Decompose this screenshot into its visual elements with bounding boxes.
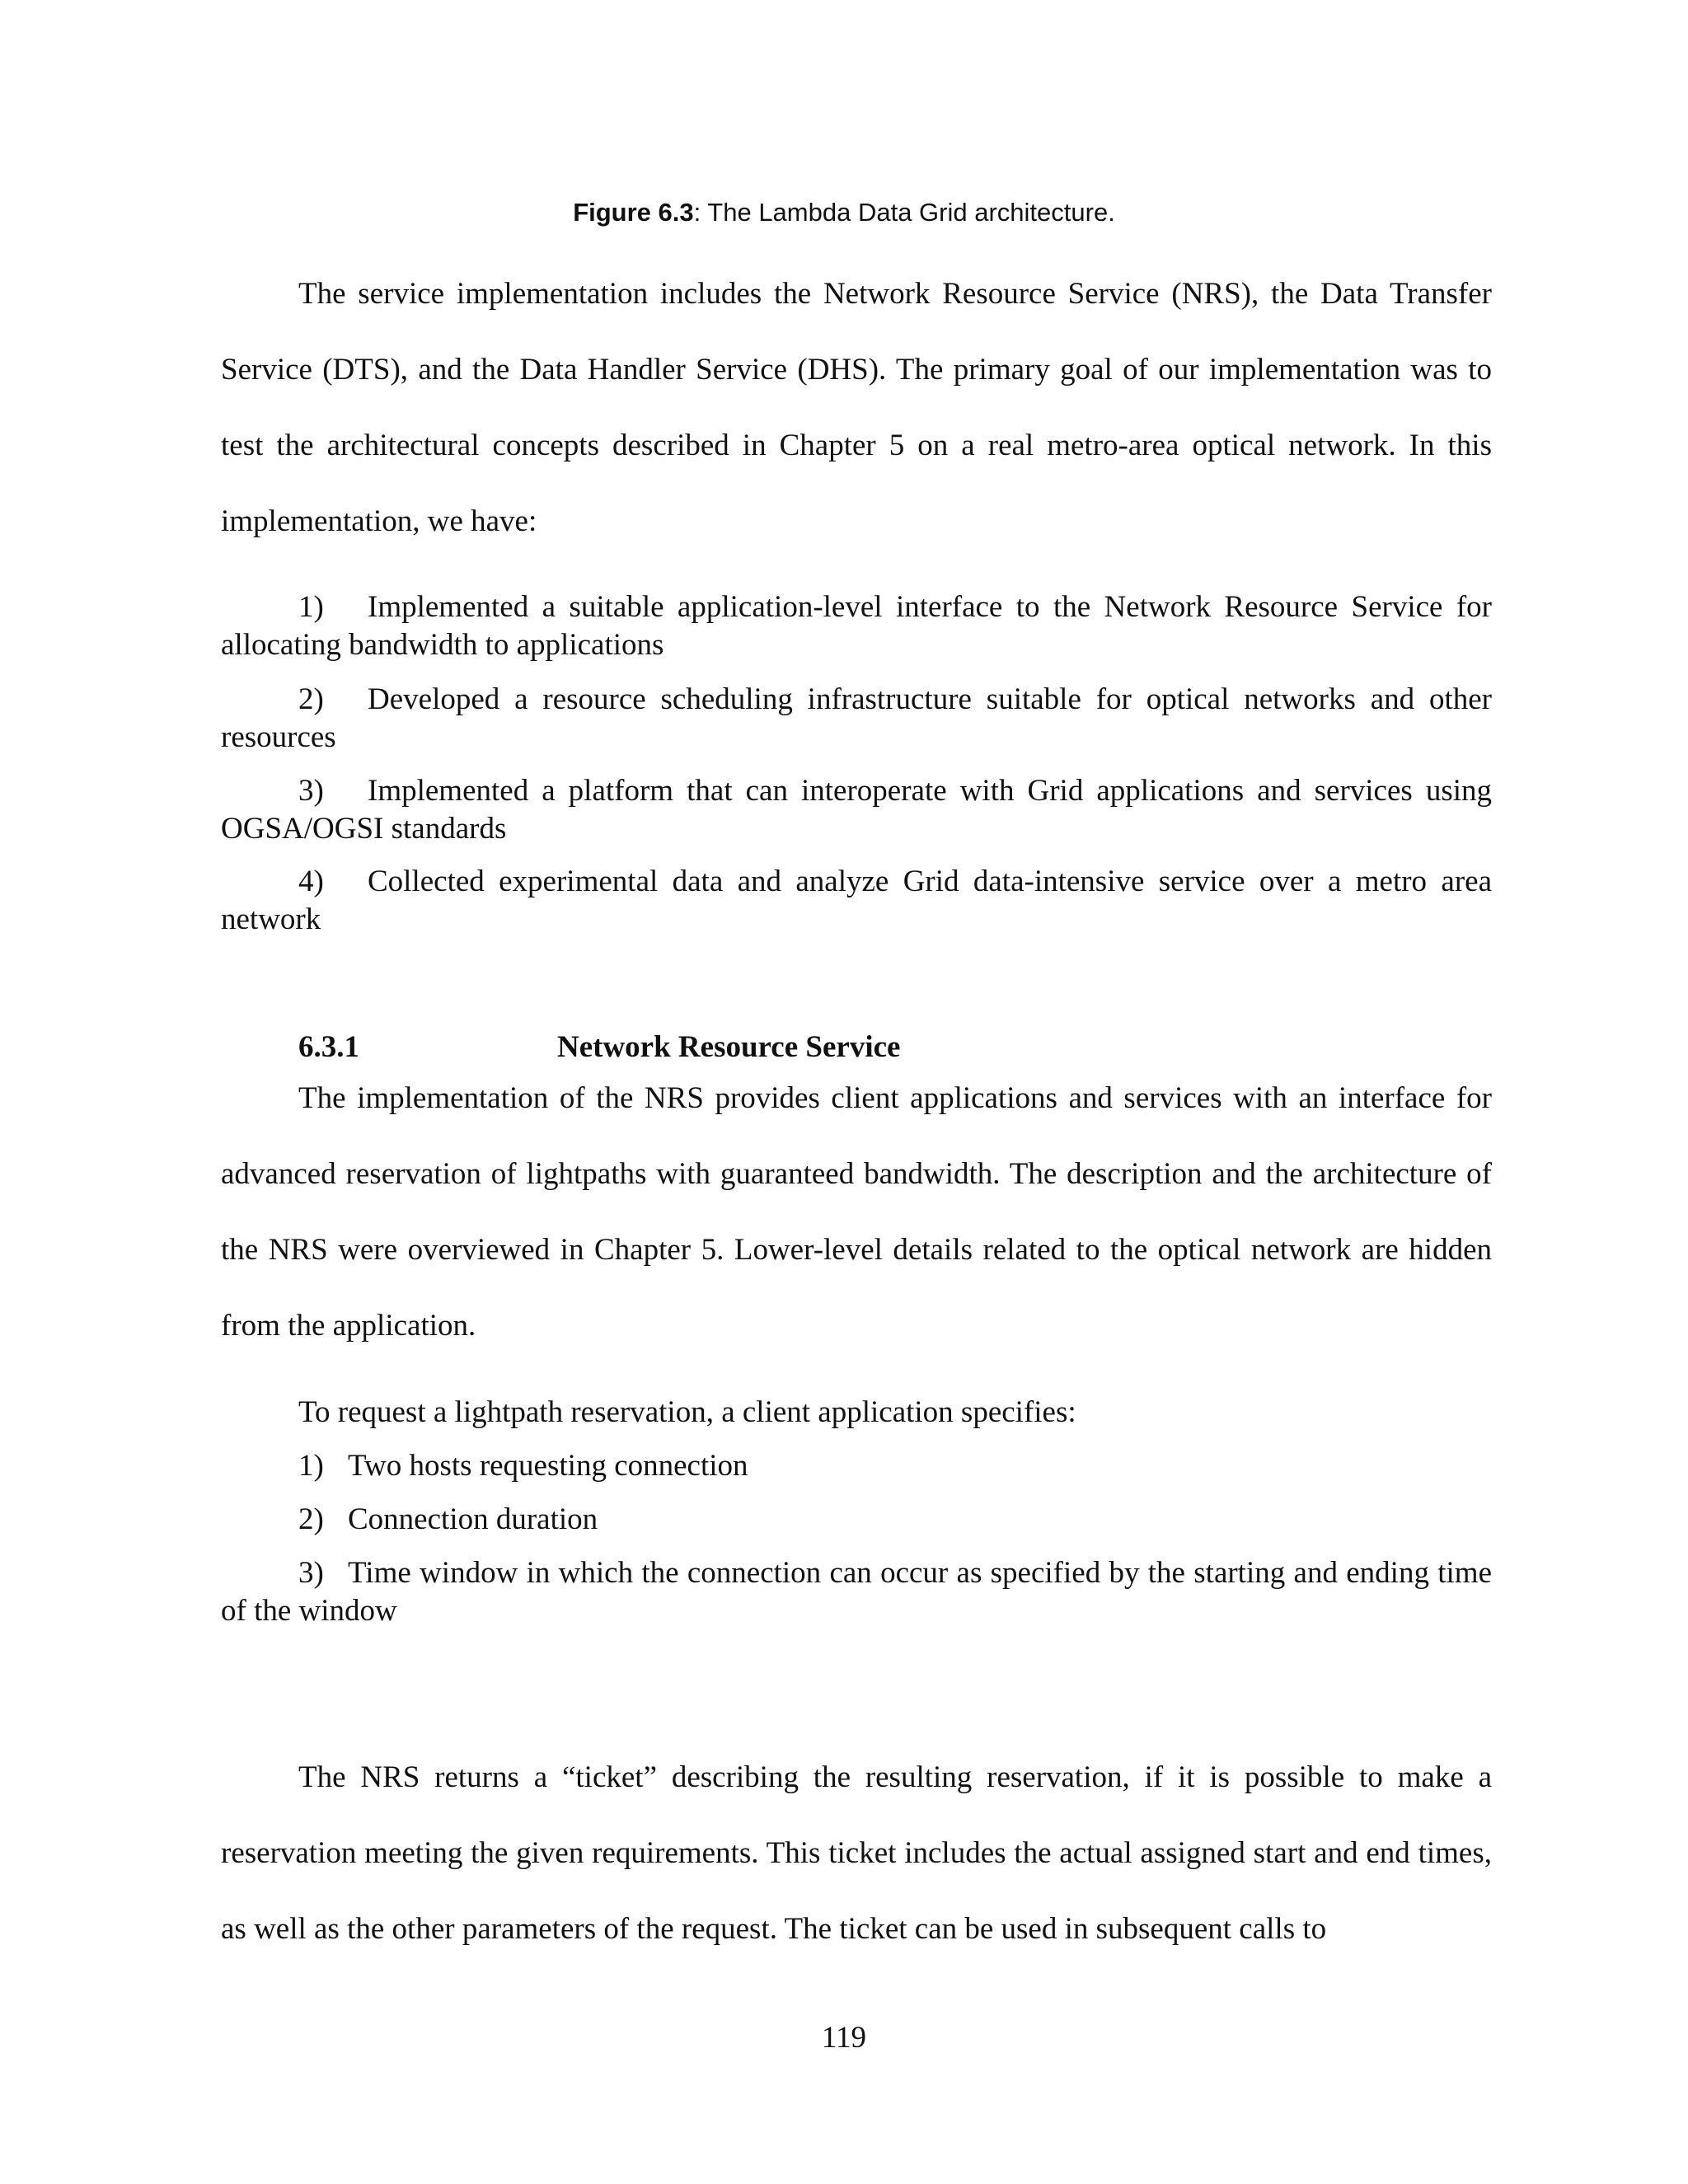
request-text: Two hosts requesting connection [348, 1449, 748, 1483]
request-text: Connection duration [348, 1502, 598, 1536]
request-item-3 [221, 1554, 1492, 1630]
nrs-paragraph-text: The implementation of the NRS provides client applications and services with an interface for advanced reservation of lightpaths with guaranteed bandwidth. The description and the architecture of the NRS were overviewed in Chapter 5. Lower-level details related to the optical network are hidden from the application. [221, 1081, 1492, 1343]
achievement-number: 3) [298, 774, 324, 808]
request-number: 2) [298, 1502, 324, 1536]
request-item-2 [221, 1501, 1492, 1539]
achievement-item-2 [221, 681, 1492, 757]
intro-paragraph [221, 256, 1492, 560]
ticket-paragraph [221, 1740, 1492, 1967]
request-text: Time window in which the connection can occur as specified by the starting and ending time of the window [221, 1556, 1492, 1628]
section-title: Network Resource Service [557, 1030, 901, 1064]
achievement-number: 1) [298, 590, 324, 624]
figure-caption [0, 196, 1688, 229]
figure-caption-text: : The Lambda Data Grid architecture. [693, 198, 1115, 227]
nrs-paragraph [221, 1061, 1492, 1364]
achievement-number: 2) [298, 682, 324, 716]
request-number: 3) [298, 1556, 324, 1590]
achievement-text: Implemented a platform that can interoperate with Grid applications and services using OGSA/OGSI standards [221, 774, 1492, 846]
achievement-number: 4) [298, 865, 324, 898]
section-number: 6.3.1 [298, 1030, 359, 1064]
figure-caption-label: Figure 6.3 [573, 198, 694, 227]
achievement-text: Developed a resource scheduling infrastructure suitable for optical networks and other resources [221, 682, 1492, 754]
achievement-item-4 [221, 863, 1492, 939]
achievement-item-1 [221, 588, 1492, 664]
achievement-text: Implemented a suitable application-level interface to the Network Resource Service for allocating bandwidth to applications [221, 590, 1492, 662]
request-number: 1) [298, 1449, 324, 1483]
intro-paragraph-text: The service implementation includes the Network Resource Service (NRS), the Data Transfer Service (DTS), and the Data Handler Service (DHS). The primary goal of our implementation was to test the architectural concepts described in Chapter 5 on a real metro-area optical network. In this implementation, we have: [221, 277, 1492, 538]
request-intro [221, 1394, 1492, 1432]
achievement-text: Collected experimental data and analyze Grid data-intensive service over a metro area network [221, 865, 1492, 936]
request-item-1 [221, 1447, 1492, 1485]
ticket-paragraph-text: The NRS returns a “ticket” describing the resulting reservation, if it is possible to make a reservation meeting the given requirements. This ticket includes the actual assigned start and end times, as well as the other parameters of the request. The ticket can be used in subsequent calls to [221, 1760, 1492, 1946]
page-number: 119 [821, 2021, 867, 2055]
achievement-item-3 [221, 772, 1492, 848]
request-intro-text: To request a lightpath reservation, a client application specifies: [298, 1395, 1076, 1429]
